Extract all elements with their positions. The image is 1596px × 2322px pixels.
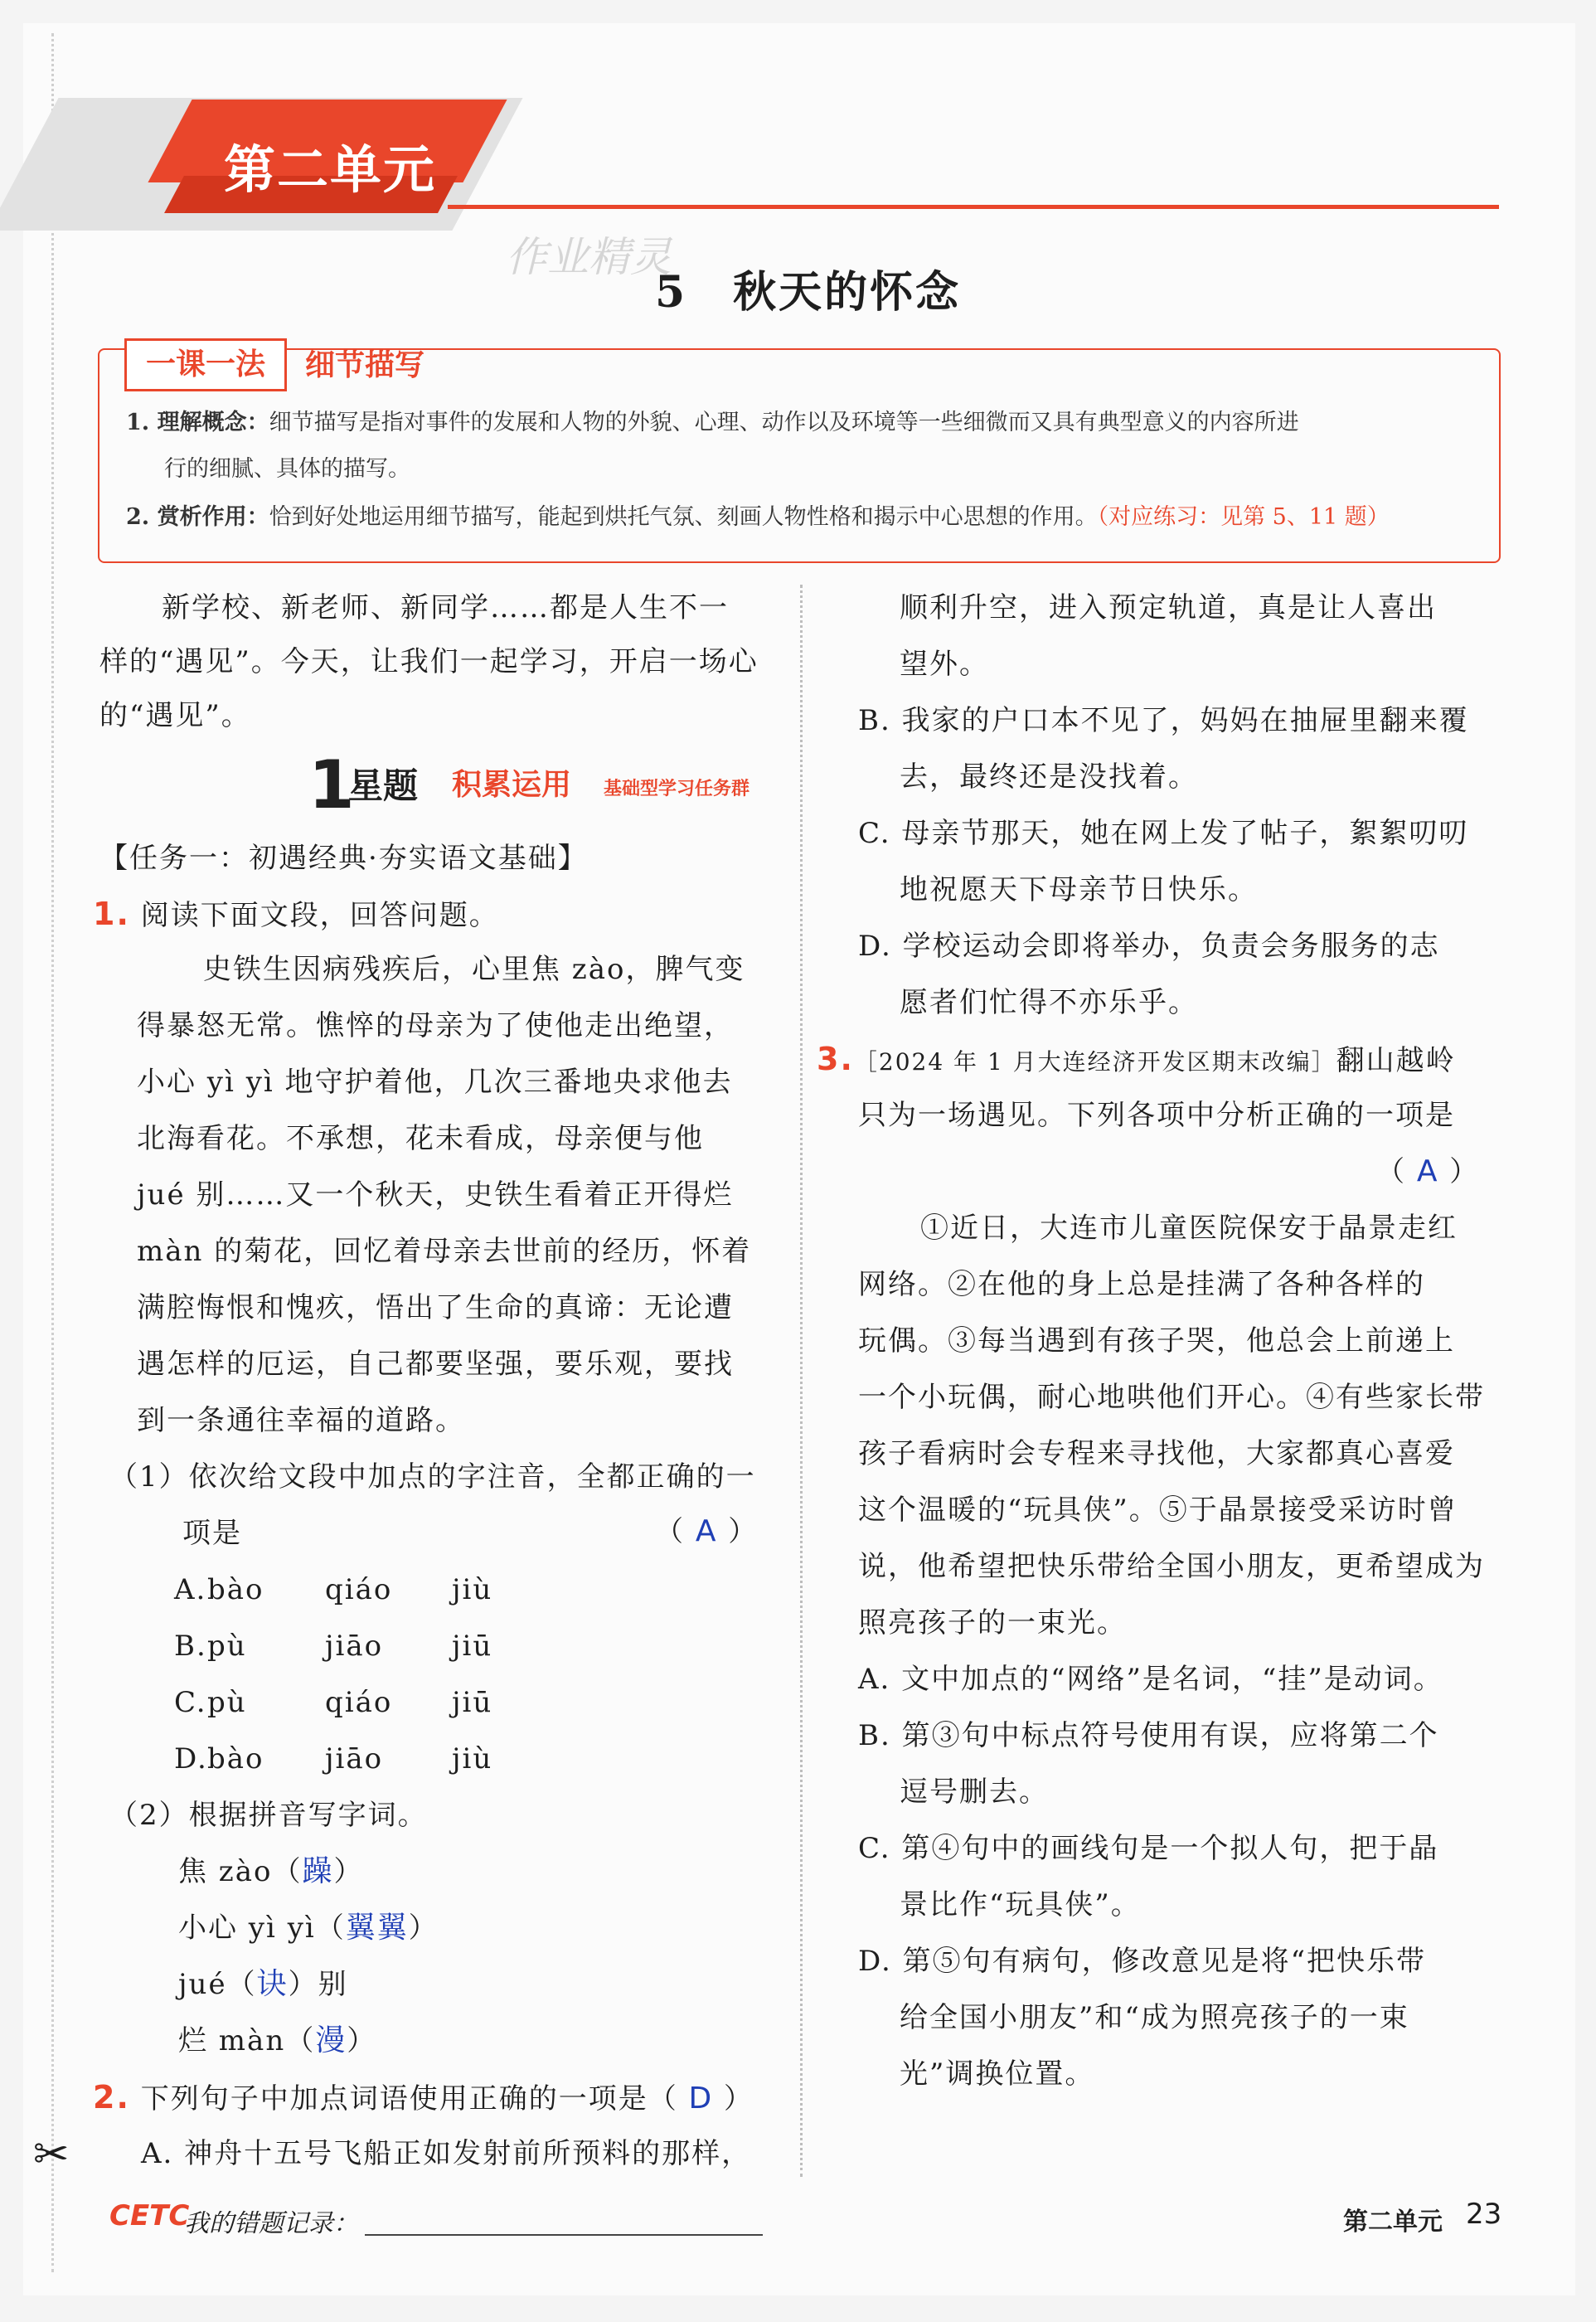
option-pinyin: qiáo	[325, 1686, 393, 1719]
section-number: 1	[308, 746, 355, 823]
method-tag: 一课一法	[124, 338, 287, 391]
fill-answer: 躁	[302, 1854, 334, 1888]
q3-passage-line: 网络。②在他的身上总是挂满了各种各样的	[858, 1268, 1425, 1301]
q2-option-a-line-2: 顺利升空，进入预定轨道，真是让人喜出	[900, 591, 1437, 624]
q1-sub1-answer-bracket: （ A ）	[655, 1514, 759, 1548]
section-title: 积累运用	[452, 768, 572, 802]
intro-line-3: 的“遇见”。	[99, 699, 251, 732]
section-star: 星题	[348, 765, 419, 806]
q3-stem-1: 翻山越岭	[1336, 1044, 1456, 1077]
q1-fill-3	[178, 1955, 348, 2014]
option-pinyin: bào	[207, 1573, 264, 1606]
cetc-logo: CETC	[109, 2199, 190, 2232]
q2-option-a-line-3: 望外。	[900, 648, 989, 681]
q1-passage-line: 北海看花。不承想，花未看成，母亲便与他	[137, 1122, 704, 1155]
q2-option-d-line-1: D. 学校运动会即将举办，负责会务服务的志	[858, 930, 1440, 963]
q2-option-c-line-2: 地祝愿天下母亲节日快乐。	[900, 873, 1258, 906]
fill-prefix: jué（	[178, 1968, 257, 2001]
fill-prefix: 小心 yì yì（	[178, 1912, 346, 1945]
q2-stem-line: 2. 下列句子中加点词语使用正确的一项是（ D ）	[93, 2079, 754, 2116]
q3-option-c-line-1: C. 第④句中的画线句是一个拟人句，把于晶	[858, 1832, 1439, 1865]
q1-passage-line: 史铁生因病残疾后，心里焦 zào，脾气变	[203, 953, 745, 986]
margin-dotted-line	[51, 33, 54, 2272]
option-letter: D.	[174, 1742, 208, 1776]
intro-line-1: 新学校、新老师、新同学……都是人生不一	[162, 591, 729, 624]
q3-passage-line: 照亮孩子的一束光。	[858, 1606, 1127, 1639]
q3-option-c-line-2: 景比作“玩具侠”。	[900, 1888, 1141, 1921]
q2-option-b-line-2: 去，最终还是没找着。	[900, 760, 1198, 794]
q3-passage-line: 玩偶。③每当遇到有孩子哭，他总会上前递上	[858, 1324, 1455, 1358]
fill-prefix: 焦 zào（	[178, 1855, 303, 1888]
page-number: 23	[1466, 2198, 1502, 2231]
task-heading: 【任务一：初遇经典·夯实语文基础】	[99, 842, 588, 875]
fill-answer: 诀	[256, 1967, 289, 2001]
q3-passage-line: ①近日，大连市儿童医院保安于晶景走红	[920, 1212, 1458, 1245]
intro-line-2: 样的“遇见”。今天，让我们一起学习，开启一场心	[99, 645, 759, 678]
q1-sub2: （2）根据拼音写字词。	[109, 1799, 428, 1832]
q3-passage-line: 孩子看病时会专程来寻找他，大家都真心喜爱	[858, 1437, 1455, 1470]
option-letter: B.	[174, 1630, 207, 1663]
q1-passage-line: 得暴怒无常。憔悴的母亲为了使他走出绝望，	[137, 1009, 734, 1042]
header-rule	[448, 205, 1499, 209]
fill-suffix: ）	[347, 2024, 377, 2057]
method-item-2-label: 2. 赏析作用：	[126, 504, 269, 530]
q1-passage-line: 遇怎样的厄运，自己都要坚强，要乐观，要找	[137, 1348, 734, 1381]
option-pinyin: jiū	[452, 1686, 493, 1719]
q3-number: 3.	[817, 1041, 854, 1077]
q1-fill-4	[178, 2012, 376, 2070]
fill-suffix: ）	[408, 1912, 439, 1945]
option-letter: A.	[174, 1573, 207, 1606]
fill-prefix: 烂 màn（	[178, 2024, 316, 2057]
q3-option-d-line-3: 光”调换位置。	[900, 2057, 1095, 2091]
q3-answer-bracket: （ A ）	[1376, 1154, 1480, 1188]
option-pinyin: pù	[207, 1630, 247, 1663]
option-pinyin: jiū	[452, 1630, 493, 1663]
q1-passage-line: jué 别……又一个秋天，史铁生看着正开得烂	[137, 1178, 734, 1212]
option-letter: C.	[174, 1686, 207, 1719]
q3-source: ［2024 年 1 月大连经济开发区期末改编］	[853, 1048, 1336, 1076]
option-pinyin: pù	[207, 1686, 247, 1719]
fill-answer: 漫	[315, 2023, 347, 2057]
option-pinyin: jiāo	[325, 1630, 384, 1663]
fill-suffix: ）别	[288, 1968, 348, 2001]
q3-option-d-line-1: D. 第⑤句有病句，修改意见是将“把快乐带	[858, 1945, 1427, 1978]
method-item-1-cont: 行的细腻、具体的描写。	[164, 456, 410, 482]
q3-option-b-line-2: 逗号删去。	[900, 1776, 1049, 1809]
q3-option-b-line-1: B. 第③句中标点符号使用有误，应将第二个	[858, 1719, 1439, 1752]
q3-passage-line: 一个小玩偶，耐心地哄他们开心。④有些家长带	[858, 1381, 1485, 1414]
q1-passage-line: 满腔悔恨和愧疚，悟出了生命的真谛：无论遭	[137, 1291, 734, 1324]
section-subtitle: 基础型学习任务群	[604, 779, 750, 799]
mistake-record-line	[365, 2234, 763, 2236]
q2-stem: 下列句子中加点词语使用正确的一项是	[140, 2082, 648, 2116]
lesson-title: 5 秋天的怀念	[655, 267, 962, 318]
method-item-1	[126, 400, 1299, 446]
method-item-2-text: 恰到好处地运用细节描写，能起到烘托气氛、刻画人物性格和揭示中心思想的作用。	[269, 504, 1098, 530]
q3-option-d-line-2: 给全国小朋友”和“成为照亮孩子的一束	[900, 2001, 1409, 2034]
q2-option-a-line-1: A. 神舟十五号飞船正如发射前所预料的那样，	[141, 2137, 752, 2170]
method-item-2-ref: （对应练习：见第 5、11 题）	[1097, 504, 1390, 530]
method-item-1-text: 细节描写是指对事件的发展和人物的外貌、心理、动作以及环境等一些细微而又具有典型意义的内容所进	[269, 410, 1299, 435]
q1-passage-line: màn 的菊花，回忆着母亲去世前的经历，怀着	[137, 1235, 752, 1268]
scissors-icon: ✂	[33, 2130, 70, 2179]
q3-option-a: A. 文中加点的“网络”是名词，“挂”是动词。	[858, 1663, 1443, 1696]
mistake-record-label: 我的错题记录：	[184, 2209, 358, 2238]
q2-number: 2.	[93, 2079, 130, 2116]
footer-unit: 第二单元	[1343, 2208, 1443, 2237]
method-item-2	[126, 494, 1390, 541]
option-pinyin: qiáo	[325, 1573, 393, 1606]
q1-sub1-line-2: 项是	[182, 1517, 242, 1550]
q1-fill-1	[178, 1843, 363, 1901]
q1-passage-line: 到一条通往幸福的道路。	[137, 1404, 465, 1437]
fill-answer: 翼翼	[345, 1911, 409, 1945]
q3-answer: A	[1416, 1154, 1439, 1188]
q1-number: 1.	[93, 896, 130, 932]
q1-sub1-answer: A	[695, 1514, 718, 1548]
q3-stem-line-2: 只为一场遇见。下列各项中分析正确的一项是	[858, 1099, 1455, 1132]
q2-option-c-line-1: C. 母亲节那天，她在网上发了帖子，絮絮叨叨	[858, 817, 1469, 850]
fill-suffix: ）	[333, 1855, 364, 1888]
method-item-1-label: 1. 理解概念：	[126, 410, 269, 435]
q1-passage-line: 小心 yì yì 地守护着他，几次三番地央求他去	[137, 1066, 733, 1099]
q3-passage-line: 说，他希望把快乐带给全国小朋友，更希望成为	[858, 1550, 1485, 1583]
column-separator	[800, 585, 803, 2177]
watermark: 作业精灵	[506, 233, 672, 281]
q2-option-d-line-2: 愿者们忙得不亦乐乎。	[900, 986, 1198, 1019]
q1-stem-line	[93, 885, 499, 945]
option-pinyin: jiāo	[325, 1742, 384, 1776]
option-pinyin: jiù	[452, 1742, 493, 1776]
q1-sub1-line-1: （1）依次给文段中加点的字注音，全都正确的一	[109, 1460, 756, 1494]
q3-stem-line-1	[817, 1030, 1456, 1091]
unit-title: 第二单元	[224, 139, 437, 200]
q2-answer: D	[688, 2082, 714, 2116]
method-topic: 细节描写	[305, 348, 425, 382]
option-pinyin: bào	[207, 1742, 264, 1776]
q2-option-b-line-1: B. 我家的户口本不见了，妈妈在抽屉里翻来覆	[858, 704, 1469, 737]
q1-stem: 阅读下面文段，回答问题。	[140, 899, 499, 932]
q1-fill-2	[178, 1899, 439, 1957]
option-pinyin: jiù	[452, 1573, 493, 1606]
q3-passage-line: 这个温暖的“玩具侠”。⑤于晶景接受采访时曾	[858, 1494, 1458, 1527]
